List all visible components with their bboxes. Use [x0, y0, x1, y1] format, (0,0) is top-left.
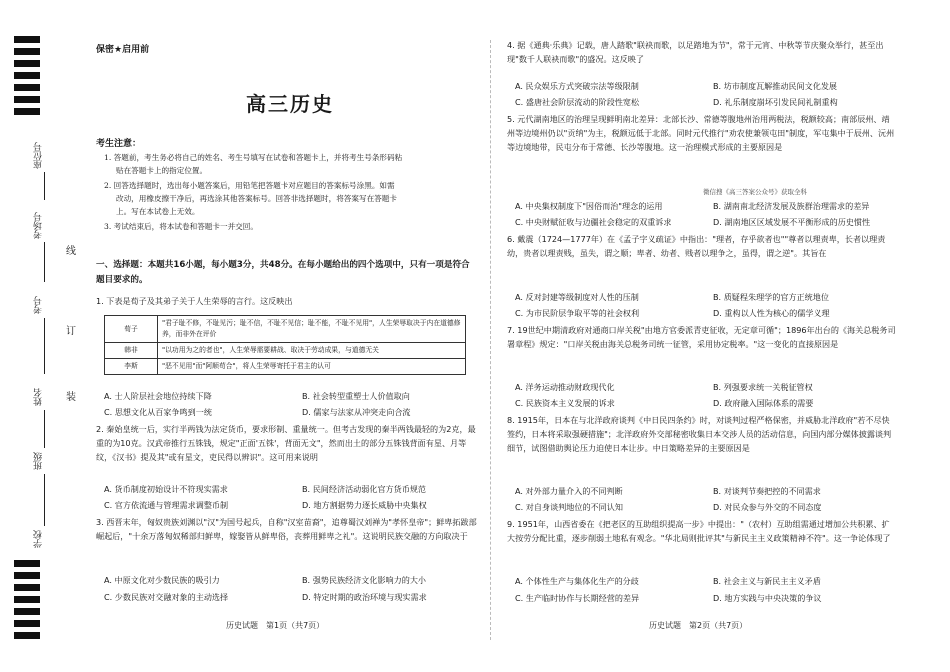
question-3-stem: 3. 西晋末年，匈奴贵族刘渊以"汉"为国号起兵，自称"汉室苗裔"，追尊蜀汉刘禅为"孝怀皇帝"；鲜卑拓跋部崛起后，"十余万落匈奴稀部归鲜卑，嫁娶皆从鲜卑俗，丧葬用鲜卑之礼"。这说明民族交融的方向取决于 [96, 517, 477, 542]
question-9-stem: 9. 1951年，山西省委在《把老区的互助组织提高一步》中提出："（农村）互助组需通过增加公共积累、扩大按劳分配比重，逐步削弱土地私有观念。"华北局则批评其"与新民主主义政策精神不符"。这一争论体现了 [507, 519, 891, 544]
question-8-stem: 8. 1915年，日本在与北洋政府谈判《中日民四条约》时，对谈判过程严格保密，并威胁北洋政府"若不尽快签约，日本将采取强硬措施"；北洋政府外交部秘密收集日本交涉人员的活动信息，向国内部分媒体披露谈判细节，试图借助舆论压力迫使日本让步。中日策略差异的主要原因是 [507, 415, 892, 454]
confidential-mark: 保密★启用前 [96, 45, 150, 55]
question-4-option-c: C. 盛唐社会阶层流动的阶段性宽松 [515, 97, 640, 107]
question-7-option-b: B. 列强要求统一关税征管权 [713, 382, 813, 392]
question-1-stem: 1. 下表是荀子及其弟子关于人生荣辱的言行。这反映出 [96, 296, 293, 306]
school-label: 学校 [34, 530, 44, 548]
question-3-option-d: D. 特定时期的政治环境与现实需求 [302, 592, 427, 602]
exam-room-label: 考场号 [34, 212, 44, 239]
question-8-option-d: D. 对民众参与外交的不同态度 [713, 502, 822, 512]
question-6-option-c: C. 为市民阶层争取平等的社会权利 [515, 308, 640, 318]
question-2-option-b: B. 民间经济活动弱化官方货币规范 [302, 484, 427, 494]
binding-stripe [14, 620, 40, 627]
candidate-number-label: 考号 [34, 296, 44, 314]
binding-stripe [14, 608, 40, 615]
note-line: 2. 回答选择题时，选出每小题答案后，用铅笔把答题卡对应题目的答案标号涂黑。如需 [104, 181, 395, 190]
binding-stripe [14, 84, 40, 91]
binding-stripe [14, 108, 40, 115]
binding-word-fix: 订 [66, 326, 76, 337]
question-7-option-d: D. 政府融入国际体系的需要 [713, 398, 814, 408]
question-5-stem: 5. 元代湖南地区的治理呈现鲜明南北差异：北部长沙、常德等腹地州治用两税法，税额较高；南部辰州、靖州等边境州仍以"贡纳"为主，税额远低于北部。同时元代推行"劝农使兼领屯田"制度，军屯集中于辰州、沅州等边境地带，民屯分布于常德、长沙等腹地。这一治理模式形成的主要原因是 [507, 114, 895, 153]
table-row [105, 343, 466, 359]
question-9-option-a: A. 个体性生产与集体化生产的分歧 [515, 576, 639, 586]
fill-line [44, 172, 45, 200]
question-4-option-d: D. 礼乐制度崩坏引发民间礼制重构 [713, 97, 838, 107]
note-line: 1. 答题前，考生务必将自己的姓名、考生号填写在试卷和答题卡上，并将考生号条形码粘 [104, 153, 403, 162]
question-8-option-b: B. 对谈判节奏把控的不同需求 [713, 486, 821, 496]
question-1-option-c: C. 思想文化从百家争鸣到一统 [104, 407, 212, 417]
source-note: 微信搜《高三答案公众号》获取全科 [703, 188, 807, 196]
binding-stripe [14, 36, 40, 43]
fill-line [44, 242, 45, 282]
page-two [507, 0, 897, 672]
question-7-stem: 7. 19世纪中期清政府对通商口岸关税"由地方官委派青吏征收，无定章可循"；1896年出台的《海关总税务司署章程》规定："口岸关税由海关总税务司统一征管，采用协定税率。"这一变化的直接原因是 [507, 325, 896, 350]
table-row [105, 359, 466, 375]
question-5-option-d: D. 湖南地区区域发展不平衡形成的历史惯性 [713, 217, 871, 227]
table-cell: "君子耻不修，不耻见污；耻不信，不耻不见信；耻不能，不耻不见用"，人生荣辱取决于内在道德修养，而非外在评价 [158, 316, 466, 343]
binding-stripe [14, 572, 40, 579]
question-5-option-c: C. 中央财赋征收与边疆社会稳定的双重诉求 [515, 217, 672, 227]
notes-heading: 考生注意： [96, 139, 142, 149]
page-footer: 历史试题 第1页（共7页） [226, 621, 325, 630]
binding-stripe [14, 584, 40, 591]
binding-stripe [14, 48, 40, 55]
note-line: 上。写在本试卷上无效。 [116, 207, 200, 216]
question-6-option-d: D. 重构以人性为核心的儒学义理 [713, 308, 830, 318]
binding-stripe [14, 60, 40, 67]
binding-stripe [14, 72, 40, 79]
question-1-option-b: B. 社会转型重塑士人价值取向 [302, 391, 410, 401]
binding-word-line: 线 [66, 246, 76, 257]
question-6-option-b: B. 质疑程朱理学的官方正统地位 [713, 292, 829, 302]
question-2-stem: 2. 秦始皇统一后，实行半两钱为法定货币，要求形制、重量统一。但考古发现的秦半两钱最轻的为2克，最重的为10克。汉武帝推行五铢钱，规定"正面'五铢'，背面无文"，然而出土的部分五铢钱背面有星、月等纹，《汉书》提及其"或有星文，吏民得以辨识"。这可用来说明 [96, 424, 476, 463]
question-9-option-c: C. 生产临时协作与长期经营的差异 [515, 593, 640, 603]
question-2-option-a: A. 货币制度初始设计不符现实需求 [104, 484, 228, 494]
question-3-option-b: B. 强势民族经济文化影响力的大小 [302, 575, 427, 585]
note-line: 贴在答题卡上的指定位置。 [116, 166, 208, 175]
question-1-table [104, 315, 466, 375]
note-line: 改动，用橡皮擦干净后，再选涂其他答案标号。回答非选择题时，将答案写在答题卡 [116, 194, 397, 203]
table-cell: "恶不见用"而"阿顺苟合"，将人生荣辱寄托于君主的认可 [158, 359, 466, 375]
question-5-option-b: B. 湖南南北经济发展及族群治理需求的差异 [713, 201, 870, 211]
table-cell: 荀子 [105, 316, 158, 343]
note-line: 3. 考试结束后，将本试卷和答题卡一并交回。 [104, 222, 258, 231]
name-label: 姓名 [34, 388, 44, 406]
binding-stripe [14, 632, 40, 639]
question-7-option-c: C. 民族资本主义发展的诉求 [515, 398, 615, 408]
section-heading: 一、选择题：本题共16小题，每小题3分，共48分。在每小题给出的四个选项中，只有一项是符合题目要求的。 [96, 260, 470, 285]
question-2-option-c: C. 官方依流通与管理需求调整币制 [104, 500, 229, 510]
question-7-option-a: A. 洋务运动推动财政现代化 [515, 382, 615, 392]
question-4-option-a: A. 民众娱乐方式突破宗法等级限制 [515, 81, 639, 91]
fill-line [44, 318, 45, 374]
page-divider [490, 40, 491, 640]
question-4-option-b: B. 坊市制度瓦解推动民间文化发展 [713, 81, 838, 91]
binding-stripe [14, 96, 40, 103]
question-5-option-a: A. 中央集权制度下"因俗而治"理念的运用 [515, 201, 663, 211]
question-6-option-a: A. 反对封建等级制度对人性的压制 [515, 292, 639, 302]
question-2-option-d: D. 地方割据势力逐长威胁中央集权 [302, 500, 427, 510]
table-cell: "以功用为之的者也"，人生荣辱需要耕战、取决于劳动成果，与道德无关 [158, 343, 466, 359]
table-row [105, 316, 466, 343]
page-title: 高三历史 [246, 92, 334, 116]
question-8-option-a: A. 对外部力量介入的不同判断 [515, 486, 623, 496]
question-8-option-c: C. 对自身谈判地位的不同认知 [515, 502, 623, 512]
page-one [96, 0, 477, 672]
question-3-option-a: A. 中原文化对少数民族的吸引力 [104, 575, 220, 585]
binding-stripe [14, 560, 40, 567]
question-1-option-d: D. 儒家与法家从冲突走向合流 [302, 407, 411, 417]
binding-word-bind: 装 [66, 392, 76, 403]
question-1-option-a: A. 士人阶层社会地位持续下降 [104, 391, 212, 401]
question-4-stem: 4. 据《通典·乐典》记载，唐人踏歌"联袂而歌，以足踏地为节"，常于元宵、中秋等节庆聚众举行，甚至出现"数千人联袂而歌"的盛况。这反映了 [507, 40, 884, 65]
fill-line [44, 410, 45, 448]
binding-margin [0, 0, 84, 672]
seat-number-label: 座位号 [34, 142, 44, 169]
question-3-option-c: C. 少数民族对交融对象的主动选择 [104, 592, 229, 602]
class-label: 班级 [34, 452, 44, 470]
table-cell: 李斯 [105, 359, 158, 375]
question-9-option-d: D. 地方实践与中央决策的争议 [713, 593, 822, 603]
question-9-option-b: B. 社会主义与新民主主义矛盾 [713, 576, 821, 586]
fill-line [44, 474, 45, 526]
table-cell: 韩非 [105, 343, 158, 359]
page-footer: 历史试题 第2页（共7页） [649, 621, 748, 630]
binding-stripe [14, 596, 40, 603]
question-6-stem: 6. 戴震（1724—1777年）在《孟子字义疏证》中指出："理者，存乎欲者也""尊者以理责卑，长者以理责幼，贵者以理责贱，虽失，谓之顺；卑者、幼者、贱者以理争之，虽得，谓之逆"。其旨在 [507, 234, 886, 259]
